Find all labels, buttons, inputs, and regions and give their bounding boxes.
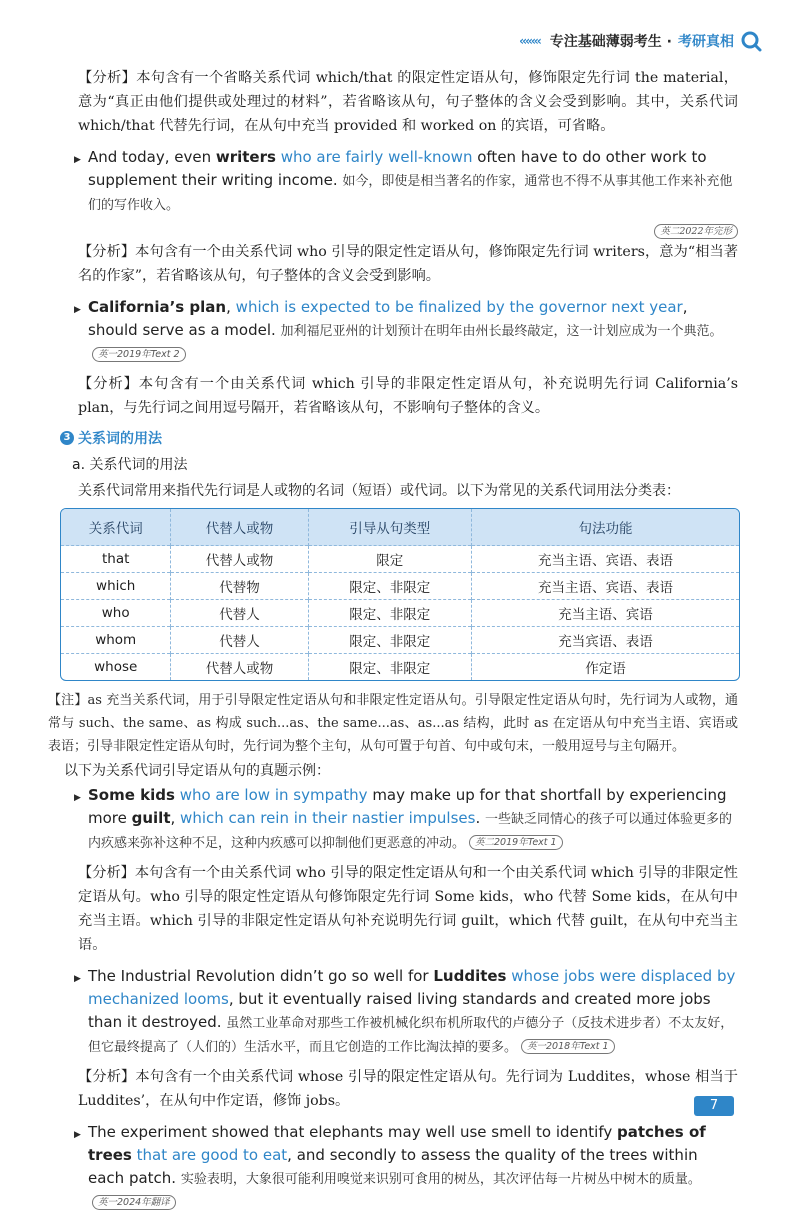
translation: 虽然工业革命对那些工作被机械化织布机所取代的卢德分子（反技术进步者）不太友好，但它最终提高了（人们的）生活水平，而且它创造的工作比淘汰掉的要多。 xyxy=(88,1016,734,1055)
keyword: writers xyxy=(215,148,276,166)
table-cell: 限定 xyxy=(308,546,471,573)
examples-lead: 以下为关系代词引导定语从句的真题示例： xyxy=(64,763,330,779)
section-heading xyxy=(60,428,738,448)
highlight: whose jobs were displaced by mechanized looms xyxy=(88,967,736,1008)
table-cell: 代替人或物 xyxy=(171,546,308,573)
keyword: Luddites xyxy=(433,967,507,985)
table-row xyxy=(61,627,739,654)
source-tag: 英一2019年Text 2 xyxy=(92,347,186,362)
translation: 一些缺乏同情心的孩子可以通过体验更多的内疚感来弥补这种不足，这种内疚感可以抑制他们更恶意的冲动。 xyxy=(88,812,733,851)
highlight: which can rein in their nastier impulses xyxy=(180,809,476,827)
table-header: 代替人或物 xyxy=(171,509,308,546)
section-title: 关系词的用法 xyxy=(78,431,162,447)
table-cell: which xyxy=(61,573,171,600)
translation: 如今，即使是相当著名的作家，通常也不得不从事其他工作来补充他们的写作收入。 xyxy=(88,174,733,213)
page-header xyxy=(519,30,762,52)
analysis-5: 【分析】本句含有一个由关系代词 whose 引导的限定性定语从句。先行词为 Luddites，whose 相当于 Luddites’，在从句中作定语，修饰 jobs。 xyxy=(78,1069,738,1109)
source-row xyxy=(78,221,738,240)
analysis-3: 【分析】本句含有一个由关系代词 which 引导的非限定性定语从句，补充说明先行词 California’s plan，与先行词之间用逗号隔开，若省略该从句，不影响句子整体的含义。 xyxy=(78,376,738,416)
source-tag: 英一2018年Text 1 xyxy=(521,1039,615,1054)
table-cell: 代替人 xyxy=(171,627,308,654)
text: , should serve as a model. xyxy=(88,298,688,339)
arrows-icon: ‹‹‹‹‹‹‹ xyxy=(519,34,540,48)
table-cell: 限定、非限定 xyxy=(308,573,471,600)
table-cell: 代替人或物 xyxy=(171,654,308,681)
text: The Industrial Revolution didn’t go so well for xyxy=(88,967,434,985)
page-number: 7 xyxy=(694,1096,734,1116)
example-luddites xyxy=(74,965,738,1059)
text: The experiment showed that elephants may well use smell to identify xyxy=(88,1123,618,1141)
table-cell: 代替人 xyxy=(171,600,308,627)
bullet-icon: ▶ xyxy=(74,974,81,984)
table-cell: 限定、非限定 xyxy=(308,654,471,681)
table-cell: 充当宾语、表语 xyxy=(471,627,739,654)
header-brand: 考研真相 xyxy=(678,34,734,50)
table-cell: 充当主语、宾语、表语 xyxy=(471,546,739,573)
note-paragraph: 【注】as 充当关系代词，用于引导限定性定语从句和非限定性定语从句。引导限定性定语从句时，先行词为人或物，通常与 such、the same、as 构成 such...as、the same...as、as...as 结构，此时 as 在定语从句中充当主语、宾语或表语；引导非限定性定语从句时，先行词为整个主句，从句可置于句首、句中或句末，一般用逗号与主句隔开。 xyxy=(48,693,738,754)
highlight: who are low in sympathy xyxy=(174,786,368,804)
table-cell: whose xyxy=(61,654,171,681)
table-header-row xyxy=(61,509,739,546)
highlight: who are fairly well-known xyxy=(275,148,473,166)
text: may make up for that shortfall by experiencing more xyxy=(88,786,727,827)
subsection-title: a. 关系代词的用法 xyxy=(72,457,188,473)
example-some-kids xyxy=(74,784,738,855)
text: , xyxy=(226,298,236,316)
text: And today, even xyxy=(88,148,216,166)
analysis-1: 【分析】本句含有一个省略关系代词 which/that 的限定性定语从句，修饰限定先行词 the material，意为“真正由他们提供或处理过的材料”，若省略该从句，句子整体的含义会受到影响。其中，关系代词 which/that 代替先行词，在从句中充当 provided 和 worked on 的宾语，可省略。 xyxy=(78,70,738,134)
text: , and secondly to assess the quality of the trees within each patch. xyxy=(88,1146,698,1187)
bullet-icon: ▶ xyxy=(74,155,81,165)
table-row xyxy=(61,654,739,681)
keyword: Some kids xyxy=(88,786,175,804)
keyword: patches of trees xyxy=(88,1123,706,1164)
analysis-2: 【分析】本句含有一个由关系代词 who 引导的限定性定语从句，修饰限定先行词 writers，意为“相当著名的作家”，若省略该从句，句子整体的含义会受到影响。 xyxy=(78,244,738,284)
translation: 加利福尼亚州的计划预计在明年由州长最终敲定，这一计划应成为一个典范。 xyxy=(280,324,723,339)
source-tag: 英二2022年完形 xyxy=(654,224,738,239)
table-cell: whom xyxy=(61,627,171,654)
keyword: guilt xyxy=(131,809,171,827)
table-cell: who xyxy=(61,600,171,627)
keyword: California’s plan xyxy=(88,298,227,316)
text: often have to do other work to supplement their writing income. xyxy=(88,148,707,189)
page-content xyxy=(48,66,738,1220)
highlight: that are good to eat xyxy=(131,1146,288,1164)
bullet-icon: ▶ xyxy=(74,793,81,803)
text: , xyxy=(170,809,181,827)
text: , but it eventually raised living standards and created more jobs than it destroyed. xyxy=(88,990,711,1031)
table-cell: 限定、非限定 xyxy=(308,627,471,654)
table-cell: 代替物 xyxy=(171,573,308,600)
bullet-icon: ▶ xyxy=(74,305,81,315)
highlight: which is expected to be finalized by the governor next year xyxy=(235,298,683,316)
table-row xyxy=(61,600,739,627)
example-elephants xyxy=(74,1121,738,1214)
source-tag: 英二2019年Text 1 xyxy=(469,835,563,850)
header-title: 专注基础薄弱考生 · xyxy=(549,34,672,50)
section-intro: 关系代词常用来指代先行词是人或物的名词（短语）或代词。以下为常见的关系代词用法分类表： xyxy=(78,483,680,499)
text: . xyxy=(475,809,486,827)
source-tag: 英一2024年翻译 xyxy=(92,1195,176,1210)
table-cell: 作定语 xyxy=(471,654,739,681)
pronoun-table xyxy=(60,508,740,681)
analysis-4: 【分析】本句含有一个由关系代词 who 引导的限定性定语从句和一个由关系代词 which 引导的非限定性定语从句。who 引导的限定性定语从句修饰限定先行词 Some kids，who 代替 Some kids，在从句中充当主语。which 引导的非限定性定语从句补充说明先行词 guilt，which 代替 guilt，在从句中充当主语。 xyxy=(78,865,738,953)
table-cell: that xyxy=(61,546,171,573)
bullet-icon: ▶ xyxy=(74,1130,81,1140)
section-number: 3 xyxy=(60,431,74,445)
table-header: 句法功能 xyxy=(471,509,739,546)
translation: 实验表明，大象很可能利用嗅觉来识别可食用的树丛，其次评估每一片树丛中树木的质量。 xyxy=(180,1172,701,1187)
table-cell: 限定、非限定 xyxy=(308,600,471,627)
table-header: 关系代词 xyxy=(61,509,171,546)
table-row xyxy=(61,546,739,573)
table-cell: 充当主语、宾语 xyxy=(471,600,739,627)
table-header: 引导从句类型 xyxy=(308,509,471,546)
example-california xyxy=(74,296,738,366)
magnifier-icon xyxy=(740,30,762,52)
table-cell: 充当主语、宾语、表语 xyxy=(471,573,739,600)
example-writers xyxy=(74,146,738,217)
table-row xyxy=(61,573,739,600)
